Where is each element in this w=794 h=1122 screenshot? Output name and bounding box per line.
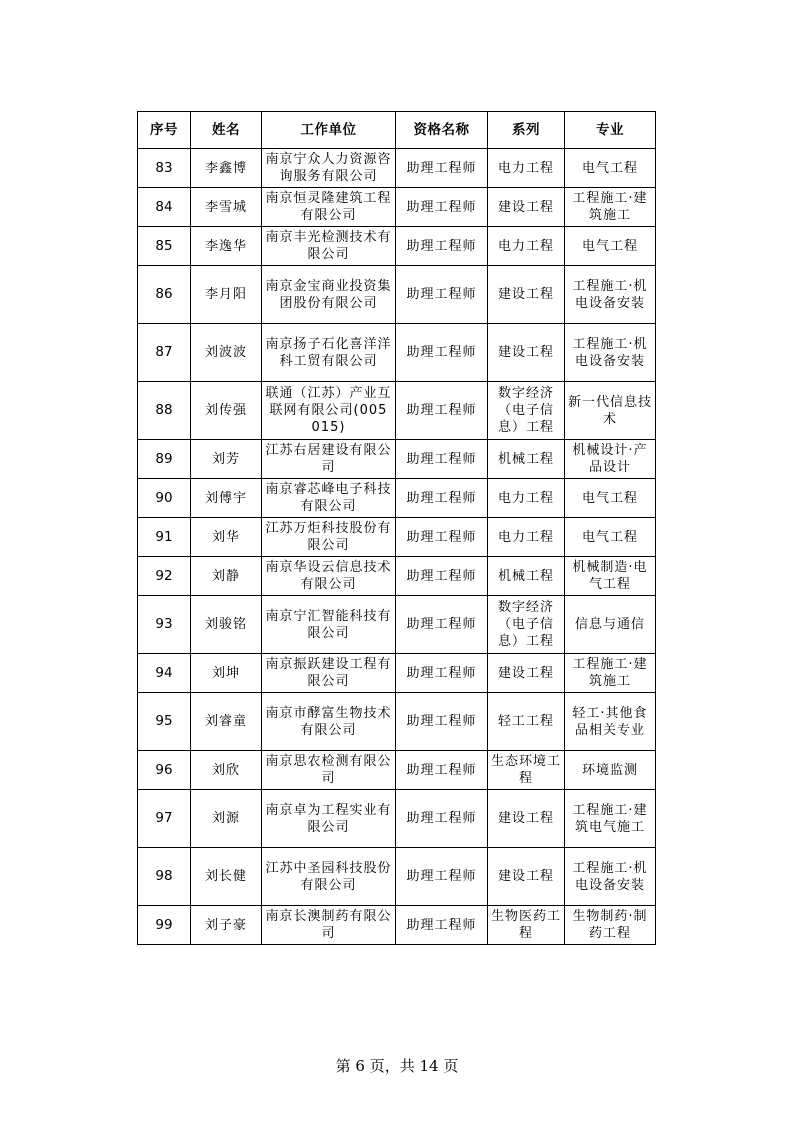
cell-no: 90 <box>138 479 191 518</box>
header-cell: 资格名称 <box>396 112 488 149</box>
cell-unit: 南京金宝商业投资集团股份有限公司 <box>262 266 396 324</box>
header-cell: 姓名 <box>191 112 262 149</box>
cell-no: 98 <box>138 848 191 906</box>
cell-unit: 南京华设云信息技术有限公司 <box>262 557 396 596</box>
cell-qualification: 助理工程师 <box>396 149 488 188</box>
cell-no: 92 <box>138 557 191 596</box>
table-row <box>138 790 656 848</box>
cell-unit: 南京宁众人力资源咨询服务有限公司 <box>262 149 396 188</box>
cell-name: 刘源 <box>191 790 262 848</box>
cell-series: 数字经济（电子信息）工程 <box>488 382 565 440</box>
cell-qualification: 助理工程师 <box>396 596 488 654</box>
table-row <box>138 693 656 751</box>
cell-name: 刘华 <box>191 518 262 557</box>
cell-series: 建设工程 <box>488 188 565 227</box>
cell-unit: 南京振跃建设工程有限公司 <box>262 654 396 693</box>
header-cell: 系列 <box>488 112 565 149</box>
header-cell: 专业 <box>565 112 656 149</box>
cell-unit: 江苏中圣园科技股份有限公司 <box>262 848 396 906</box>
cell-series: 电力工程 <box>488 227 565 266</box>
cell-name: 李逸华 <box>191 227 262 266</box>
cell-name: 刘长健 <box>191 848 262 906</box>
cell-name: 刘睿童 <box>191 693 262 751</box>
cell-no: 87 <box>138 324 191 382</box>
cell-qualification: 助理工程师 <box>396 266 488 324</box>
cell-unit: 南京思农检测有限公司 <box>262 751 396 790</box>
cell-no: 91 <box>138 518 191 557</box>
table-row <box>138 479 656 518</box>
table-row <box>138 596 656 654</box>
cell-qualification: 助理工程师 <box>396 848 488 906</box>
cell-major: 轻工·其他食品相关专业 <box>565 693 656 751</box>
cell-series: 电力工程 <box>488 518 565 557</box>
cell-major: 机械制造·电气工程 <box>565 557 656 596</box>
cell-major: 电气工程 <box>565 227 656 266</box>
table-row <box>138 227 656 266</box>
table-row <box>138 751 656 790</box>
cell-major: 生物制药·制药工程 <box>565 906 656 945</box>
roster-table <box>137 111 656 945</box>
cell-no: 84 <box>138 188 191 227</box>
cell-no: 85 <box>138 227 191 266</box>
cell-series: 电力工程 <box>488 149 565 188</box>
cell-series: 生物医药工程 <box>488 906 565 945</box>
table-row <box>138 557 656 596</box>
cell-name: 刘静 <box>191 557 262 596</box>
table-row <box>138 324 656 382</box>
cell-no: 93 <box>138 596 191 654</box>
table-row <box>138 906 656 945</box>
cell-qualification: 助理工程师 <box>396 518 488 557</box>
cell-major: 工程施工·建筑施工 <box>565 654 656 693</box>
table-row <box>138 149 656 188</box>
cell-qualification: 助理工程师 <box>396 479 488 518</box>
cell-series: 建设工程 <box>488 790 565 848</box>
cell-name: 刘子豪 <box>191 906 262 945</box>
table-row <box>138 266 656 324</box>
cell-unit: 南京宁汇智能科技有限公司 <box>262 596 396 654</box>
cell-no: 89 <box>138 440 191 479</box>
cell-no: 96 <box>138 751 191 790</box>
cell-name: 刘骏铭 <box>191 596 262 654</box>
cell-series: 轻工工程 <box>488 693 565 751</box>
cell-series: 建设工程 <box>488 266 565 324</box>
cell-major: 信息与通信 <box>565 596 656 654</box>
cell-qualification: 助理工程师 <box>396 324 488 382</box>
cell-no: 97 <box>138 790 191 848</box>
table-row <box>138 654 656 693</box>
table-row <box>138 188 656 227</box>
cell-qualification: 助理工程师 <box>396 188 488 227</box>
cell-series: 机械工程 <box>488 557 565 596</box>
cell-major: 电气工程 <box>565 518 656 557</box>
cell-no: 88 <box>138 382 191 440</box>
cell-series: 建设工程 <box>488 848 565 906</box>
cell-qualification: 助理工程师 <box>396 382 488 440</box>
header-cell: 工作单位 <box>262 112 396 149</box>
cell-name: 刘傅宇 <box>191 479 262 518</box>
cell-qualification: 助理工程师 <box>396 790 488 848</box>
cell-no: 94 <box>138 654 191 693</box>
cell-qualification: 助理工程师 <box>396 227 488 266</box>
cell-no: 83 <box>138 149 191 188</box>
page-footer: 第 6 页，共 14 页 <box>335 1057 459 1075</box>
table-row <box>138 440 656 479</box>
cell-series: 机械工程 <box>488 440 565 479</box>
cell-qualification: 助理工程师 <box>396 654 488 693</box>
cell-unit: 南京丰光检测技术有限公司 <box>262 227 396 266</box>
cell-name: 刘波波 <box>191 324 262 382</box>
cell-name: 李月阳 <box>191 266 262 324</box>
cell-unit: 江苏万炬科技股份有限公司 <box>262 518 396 557</box>
cell-major: 工程施工·建筑电气施工 <box>565 790 656 848</box>
cell-major: 电气工程 <box>565 149 656 188</box>
cell-no: 95 <box>138 693 191 751</box>
header-cell: 序号 <box>138 112 191 149</box>
cell-major: 电气工程 <box>565 479 656 518</box>
cell-unit: 联通（江苏）产业互联网有限公司(005015) <box>262 382 396 440</box>
cell-major: 新一代信息技术 <box>565 382 656 440</box>
cell-no: 86 <box>138 266 191 324</box>
cell-major: 环境监测 <box>565 751 656 790</box>
cell-unit: 江苏右居建设有限公司 <box>262 440 396 479</box>
cell-no: 99 <box>138 906 191 945</box>
cell-major: 工程施工·建筑施工 <box>565 188 656 227</box>
cell-name: 李鑫博 <box>191 149 262 188</box>
cell-name: 刘欣 <box>191 751 262 790</box>
table-row <box>138 848 656 906</box>
cell-qualification: 助理工程师 <box>396 751 488 790</box>
cell-major: 工程施工·机电设备安装 <box>565 848 656 906</box>
header-row <box>138 112 656 149</box>
table-row <box>138 518 656 557</box>
cell-unit: 南京长澳制药有限公司 <box>262 906 396 945</box>
cell-series: 生态环境工程 <box>488 751 565 790</box>
cell-qualification: 助理工程师 <box>396 440 488 479</box>
cell-name: 李雪城 <box>191 188 262 227</box>
cell-unit: 南京恒灵隆建筑工程有限公司 <box>262 188 396 227</box>
cell-series: 建设工程 <box>488 324 565 382</box>
cell-series: 电力工程 <box>488 479 565 518</box>
cell-name: 刘芳 <box>191 440 262 479</box>
cell-series: 数字经济（电子信息）工程 <box>488 596 565 654</box>
cell-major: 工程施工·机电设备安装 <box>565 266 656 324</box>
cell-qualification: 助理工程师 <box>396 693 488 751</box>
cell-unit: 南京卓为工程实业有限公司 <box>262 790 396 848</box>
cell-unit: 南京扬子石化喜洋洋科工贸有限公司 <box>262 324 396 382</box>
cell-major: 工程施工·机电设备安装 <box>565 324 656 382</box>
table-row <box>138 382 656 440</box>
cell-major: 机械设计·产品设计 <box>565 440 656 479</box>
cell-qualification: 助理工程师 <box>396 906 488 945</box>
cell-name: 刘坤 <box>191 654 262 693</box>
cell-series: 建设工程 <box>488 654 565 693</box>
cell-qualification: 助理工程师 <box>396 557 488 596</box>
cell-unit: 南京睿芯峰电子科技有限公司 <box>262 479 396 518</box>
cell-name: 刘传强 <box>191 382 262 440</box>
cell-unit: 南京市酵富生物技术有限公司 <box>262 693 396 751</box>
